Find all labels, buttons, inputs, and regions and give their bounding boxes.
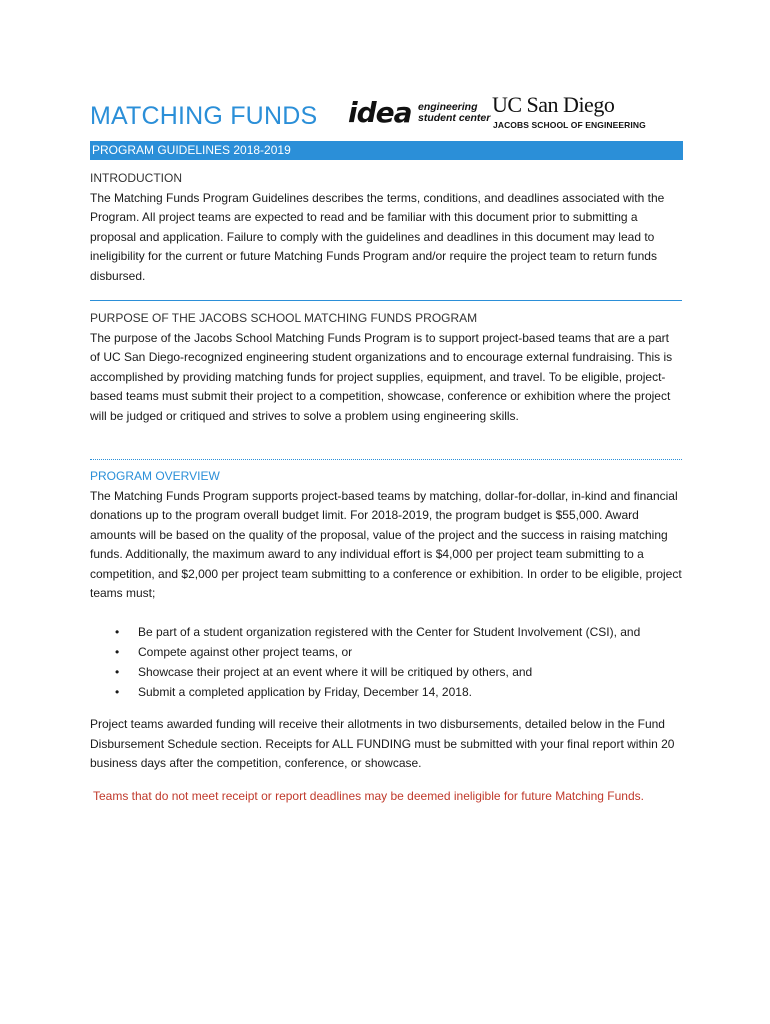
list-item: • Be part of a student organization registered with the Center for Student Involvement (CSI), and — [90, 622, 682, 642]
overview-section — [90, 467, 682, 604]
idea-sub-line2: student center — [418, 112, 491, 124]
purpose-section — [90, 309, 682, 426]
introduction-body: The Matching Funds Program Guidelines describes the terms, conditions, and deadlines associated with the Program. All project teams are expected to read and be familiar with this document prior to submitting a proposal and application. Failure to comply with the guidelines and deadlines in this document may lead to ineligibility for the current or future Matching Funds Program and/or require the project team to return funds disbursed. — [90, 190, 665, 283]
bullet-icon: • — [115, 645, 120, 659]
guidelines-banner: PROGRAM GUIDELINES 2018-2019 — [90, 141, 683, 160]
list-item: • Submit a completed application by Friday, December 14, 2018. — [90, 682, 682, 702]
page-title: MATCHING FUNDS — [90, 102, 318, 130]
introduction-heading: INTRODUCTION — [90, 171, 182, 185]
list-item: • Showcase their project at an event where it will be critiqued by others, and — [90, 662, 682, 682]
deadline-warning: Teams that do not meet receipt or report deadlines may be deemed ineligible for future Matching Funds. — [93, 789, 644, 803]
section-divider — [90, 300, 682, 301]
document-header — [90, 92, 682, 136]
idea-logo: idea — [348, 96, 412, 129]
overview-body: The Matching Funds Program supports project-based teams by matching, dollar-for-dollar, in-kind and financial donations up to the program overall budget limit. For 2018-2019, the program budget is $55,000. Award amounts will be based on the quality of the proposal, value of the project and the success in raising matching funds. Additionally, the maximum award to any individual effort is $4,000 per project team submitting to a competition, and $2,000 per project team submitting to a conference or exhibition. In order to be eligible, project teams must; — [90, 488, 682, 600]
purpose-body: The purpose of the Jacobs School Matching Funds Program is to support project-based teams that are a part of UC San Diego-recognized engineering student organizations and to encourage external fundraising. This is accomplished by providing matching funds for project supplies, equipment, and travel. To be eligible, project-based teams must submit their project to a competition, showcase, conference or exhibition where the project will be judged or critiqued and strives to solve a problem using engineering skills. — [90, 330, 673, 423]
bullet-icon: • — [115, 685, 120, 699]
section-divider-dotted — [90, 459, 682, 460]
idea-sub-line1: engineering — [418, 101, 478, 113]
overview-heading: PROGRAM OVERVIEW — [90, 469, 220, 483]
requirements-list — [90, 622, 682, 702]
idea-logo-subtitle — [418, 102, 490, 124]
ucsd-logo-subtitle: JACOBS SCHOOL OF ENGINEERING — [493, 120, 646, 130]
bullet-icon: • — [115, 625, 120, 639]
introduction-section — [90, 169, 682, 286]
ucsd-logo: UC San Diego — [492, 92, 615, 117]
bullet-icon: • — [115, 665, 120, 679]
purpose-heading: PURPOSE OF THE JACOBS SCHOOL MATCHING FUNDS PROGRAM — [90, 311, 478, 325]
disbursement-body: Project teams awarded funding will receive their allotments in two disbursements, detailed below in the Fund Disbursement Schedule section. Receipts for ALL FUNDING must be submitted with your final report within 20 business days after the competition, conference, or showcase. — [90, 717, 675, 770]
list-item: • Compete against other project teams, or — [90, 642, 682, 662]
disbursement-section — [90, 715, 682, 774]
